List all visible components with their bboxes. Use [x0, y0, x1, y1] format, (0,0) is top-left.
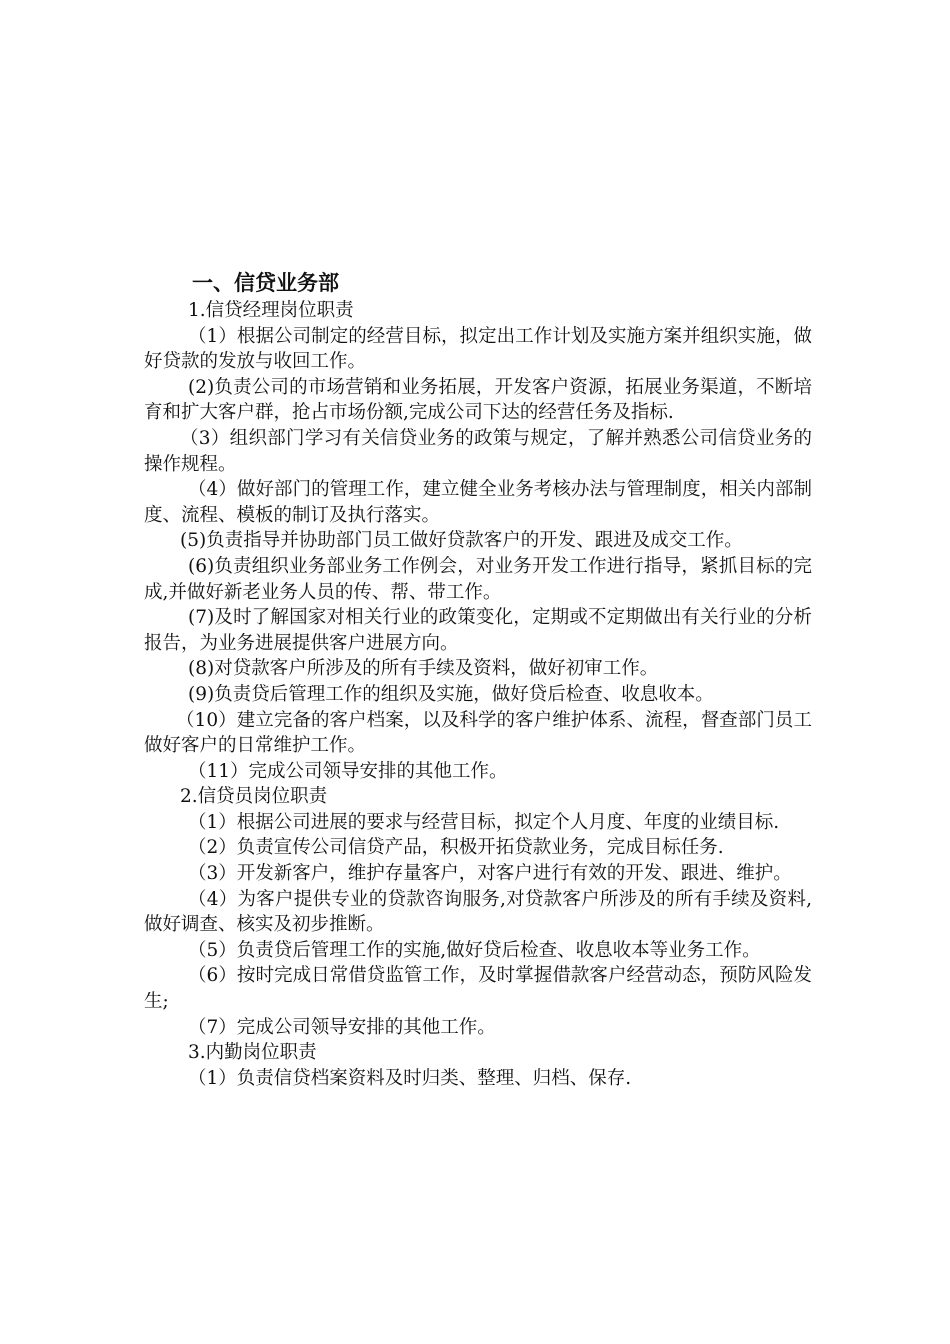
list-item: （7）完成公司领导安排的其他工作。 — [188, 1016, 496, 1038]
list-item: （3）开发新客户，维护存量客户，对客户进行有效的开发、跟进、维护。 — [188, 863, 792, 885]
list-item: （1）负责信贷档案资料及时归类、整理、归档、保存. — [188, 1067, 632, 1089]
list-item: （1）根据公司进展的要求与经营目标，拟定个人月度、年度的业绩目标. — [188, 811, 780, 833]
list-item: （6）按时完成日常借贷监管工作，及时掌握借款客户经营动态，预防风险发生; — [144, 965, 812, 1013]
subsection-title: 2.信贷员岗位职责 — [180, 786, 328, 808]
list-item: （4）为客户提供专业的贷款咨询服务,对贷款客户所涉及的所有手续及资料,做好调查、核实及初步推断。 — [144, 888, 812, 936]
list-item: (8)对贷款客户所涉及的所有手续及资料，做好初审工作。 — [188, 658, 659, 680]
section-title: 一、信贷业务部 — [192, 271, 339, 295]
list-item: （5）负责贷后管理工作的实施,做好贷后检查、收息收本等业务工作。 — [188, 939, 761, 961]
list-item: （4）做好部门的管理工作，建立健全业务考核办法与管理制度，相关内部制度、流程、模板的制订及执行落实。 — [144, 479, 812, 526]
list-item: (2)负责公司的市场营销和业务拓展，开发客户资源，拓展业务渠道，不断培育和扩大客户群，抢占市场份额,完成公司下达的经营任务及指标. — [144, 376, 812, 424]
list-item: （11）完成公司领导安排的其他工作。 — [188, 760, 508, 782]
list-item: （3）组织部门学习有关信贷业务的政策与规定，了解并熟悉公司信贷业务的操作规程。 — [144, 427, 812, 475]
list-item: (7)及时了解国家对相关行业的政策变化，定期或不定期做出有关行业的分析报告，为业务进展提供客户进展方向。 — [144, 607, 812, 654]
list-item: (6)负责组织业务部业务工作例会，对业务开发工作进行指导，紧抓目标的完成,并做好新老业务人员的传、帮、带工作。 — [144, 555, 812, 603]
list-item: （10）建立完备的客户档案，以及科学的客户维护体系、流程，督查部门员工做好客户的日常维护工作。 — [144, 709, 812, 757]
subsection-title: 1.信贷经理岗位职责 — [188, 300, 354, 321]
list-item: (9)负责贷后管理工作的组织及实施，做好贷后检查、收息收本。 — [188, 683, 714, 705]
document-page — [144, 268, 812, 1091]
list-item: （2）负责宣传公司信贷产品，积极开拓贷款业务，完成目标任务. — [188, 837, 724, 859]
subsection-title: 3.内勤岗位职责 — [188, 1042, 317, 1064]
list-item: (5)负责指导并协助部门员工做好贷款客户的开发、跟进及成交工作。 — [180, 530, 743, 552]
list-item: （1）根据公司制定的经营目标，拟定出工作计划及实施方案并组织实施，做好贷款的发放与收回工作。 — [144, 325, 812, 373]
